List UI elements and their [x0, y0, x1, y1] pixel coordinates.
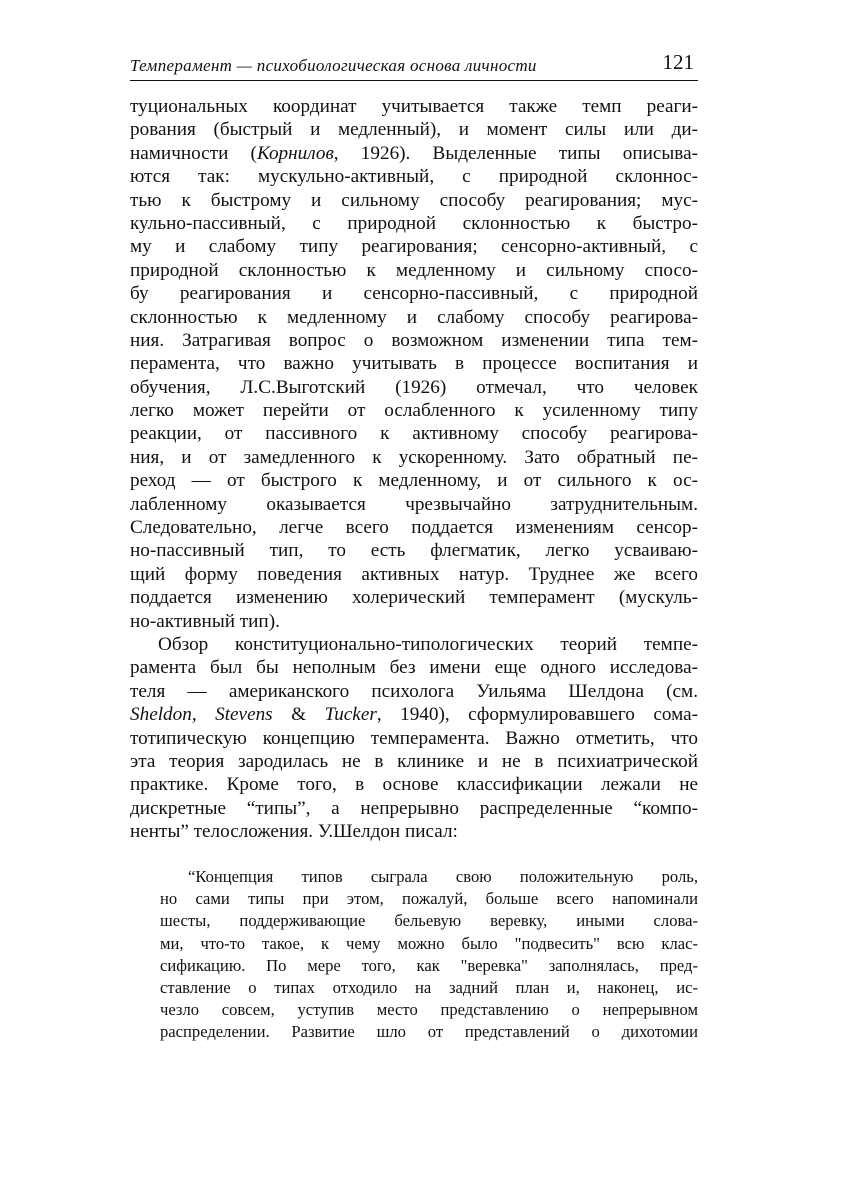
quote-line: распределении. Развитие шло от представлений о дихотомии: [160, 1022, 698, 1042]
text-line: намичности (Корнилов, 1926). Выделенные типы описыва-: [130, 142, 698, 164]
citation-author: Tucker: [324, 704, 377, 726]
text-line: му и слабому типу реагирования; сенсорно-активный, с: [130, 236, 698, 258]
block-quote: [160, 866, 698, 1044]
running-title: Темперамент — психобиологическая основа личности: [130, 56, 537, 75]
text-line: легко может перейти от ослабленного к усиленному типу: [130, 400, 698, 422]
text-line: дискретные “типы”, а непрерывно распределенные “компо-: [130, 797, 698, 819]
quote-line: сификацию. По мере того, как "веревка" заполнялась, пред-: [160, 955, 698, 975]
running-header: [130, 50, 698, 80]
citation-author: Корнилов: [256, 142, 334, 164]
text-line: лабленному оказывается чрезвычайно затруднительным.: [130, 493, 698, 515]
text-line: туциональных координат учитывается также темп реаги-: [130, 96, 698, 117]
text-line: склонностью к медленному и слабому способу реагирова-: [130, 306, 698, 328]
text-line: рамента был бы неполным без имени еще одного исследова-: [130, 657, 698, 679]
text-line: ния, и от замедленного к ускоренному. Зато обратный пе-: [130, 446, 698, 468]
text-line: реакции, от пассивного к активному способу реагирова-: [130, 423, 698, 445]
text-line: ненты” телосложения. У.Шелдон писал:: [130, 821, 458, 843]
text-line: ются так: мускульно-активный, с природной склоннос-: [130, 166, 698, 188]
text-line: кульно-пассивный, с природной склонностью к быстро-: [130, 212, 698, 234]
citation-author: Sheldon, Stevens: [130, 704, 273, 726]
text-line: но-активный тип).: [130, 610, 280, 632]
text-line: но-пассивный тип, то есть флегматик, легко усваиваю-: [130, 540, 698, 562]
text-line: теля — американского психолога Уильяма Шелдона (см.: [130, 680, 698, 702]
text-line: ния. Затрагивая вопрос о возможном изменении типа тем-: [130, 329, 698, 351]
text-line: щий форму поведения активных натур. Труднее же всего: [130, 563, 698, 585]
quote-line: но сами типы при этом, пожалуй, больше всего напоминали: [160, 889, 698, 909]
header-rule: [130, 80, 698, 81]
quote-line: ми, что-то такое, к чему можно было "подвесить" всю клас-: [160, 933, 698, 953]
text-line: Следовательно, легче всего поддается изменениям сенсор-: [130, 517, 698, 539]
text-line: Sheldon, Stevens & Tucker, 1940), сформулировавшего сома-: [130, 704, 698, 726]
quote-line: шесты, поддерживающие бельевую веревку, иными слова-: [160, 911, 698, 931]
text-line: бу реагирования и сенсорно-пассивный, с природной: [130, 283, 698, 305]
text-line: эта теория зародилась не в клинике и не в психиатрической: [130, 750, 698, 772]
quote-line: “Концепция типов сыграла свою положительную роль,: [188, 867, 698, 886]
text-line: природной склонностью к медленному и сильному спосо-: [130, 259, 698, 281]
quote-line: ставление о типах отходило на задний план и, наконец, ис-: [160, 977, 698, 997]
text-line: тотипическую концепцию темперамента. Важно отметить, что: [130, 727, 698, 749]
text-line: Обзор конституционально-типологических теорий темпе-: [158, 633, 698, 655]
text-line: рования (быстрый и медленный), и момент силы или ди-: [130, 119, 698, 141]
text-line: обучения, Л.С.Выготский (1926) отмечал, что человек: [130, 376, 698, 398]
text-line: поддается изменению холерический темперамент (мускуль-: [130, 587, 698, 609]
page-number: 121: [662, 50, 694, 74]
text-line: перамента, что важно учитывать в процессе воспитания и: [130, 353, 698, 375]
body-text: [130, 95, 698, 844]
text-line: тью к быстрому и сильному способу реагирования; мус-: [130, 189, 698, 211]
quote-line: чезло совсем, уступив место представлению о непрерывном: [160, 1000, 698, 1020]
text-line: практике. Кроме того, в основе классификации лежали не: [130, 774, 698, 796]
text-line: реход — от быстрого к медленному, и от сильного к ос-: [130, 470, 698, 492]
